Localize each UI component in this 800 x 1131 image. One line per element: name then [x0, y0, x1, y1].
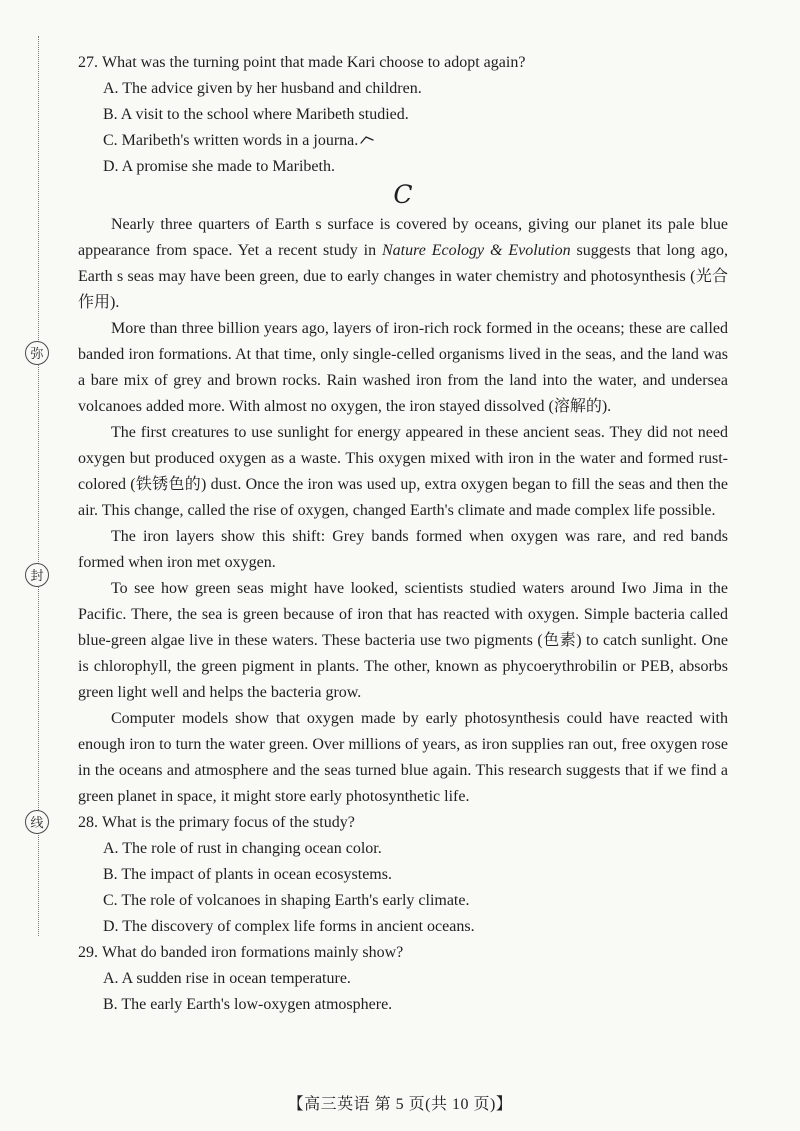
seal-char-mi: 弥 [25, 341, 49, 365]
passage-paragraph-6: Computer models show that oxygen made by early photosynthesis could have reacted with enough iron to turn the water green. Over millions of years, as iron supplies ran out, free oxygen rose in the oceans and atmosphere and the seas turned blue again. This research suggests that if we find a green planet in space, it might store early photosynthetic life. [78, 710, 728, 805]
question-28-option-c: C. The role of volcanoes in shaping Earth's early climate. [103, 892, 470, 909]
question-28-option-d: D. The discovery of complex life forms in ancient oceans. [103, 918, 475, 935]
question-27-option-c-text: C. Maribeth's written words in a journa. [103, 132, 359, 149]
passage-paragraph-2: More than three billion years ago, layers of iron-rich rock formed in the oceans; these are called banded iron formations. At that time, only single-celled organisms lived in the seas, and the land was a bare mix of grey and brown rocks. Rain washed iron from the land into the water, and undersea volcanoes added more. With almost no oxygen, the iron stayed dissolved (溶解的). [78, 320, 728, 415]
question-29 [78, 940, 728, 966]
passage-paragraph-1 [78, 212, 728, 316]
question-28 [78, 810, 728, 836]
question-29-number: 29. [78, 944, 98, 961]
pen-mark-icon [359, 134, 375, 145]
passage-section-label: C [393, 180, 413, 209]
passage-paragraph-4: The iron layers show this shift: Grey bands formed when oxygen was rare, and red bands formed when iron met oxygen. [78, 528, 728, 571]
question-28-option-a: A. The role of rust in changing ocean color. [103, 840, 382, 857]
passage-paragraph-3: The first creatures to use sunlight for energy appeared in these ancient seas. They did not need oxygen but produced oxygen as a waste. This oxygen mixed with iron in the water and formed rust-colored (铁锈色的) dust. Once the iron was used up, extra oxygen began to fill the seas and then the air. This change, called the rise of oxygen, changed Earth's climate and made complex life possible. [78, 424, 728, 519]
question-27-option-c [78, 128, 728, 154]
question-27-option-a: A. The advice given by her husband and children. [103, 80, 422, 97]
question-27 [78, 50, 728, 76]
question-29-option-a: A. A sudden rise in ocean temperature. [103, 970, 351, 987]
question-28-text: What is the primary focus of the study? [102, 814, 355, 831]
journal-title: Nature Ecology & Evolution [381, 242, 571, 259]
question-28-option-b: B. The impact of plants in ocean ecosystems. [103, 866, 392, 883]
question-29-text: What do banded iron formations mainly show? [102, 944, 404, 961]
seal-dashed-line [38, 36, 39, 936]
question-27-option-b: B. A visit to the school where Maribeth studied. [103, 106, 409, 123]
exam-content [78, 50, 728, 1018]
question-29-option-b: B. The early Earth's low-oxygen atmosphere. [103, 996, 393, 1013]
seal-char-feng: 封 [25, 563, 49, 587]
question-28-number: 28. [78, 814, 98, 831]
page-footer: 【高三英语 第 5 页(共 10 页)】 [287, 1096, 513, 1113]
passage-paragraph-5: To see how green seas might have looked, scientists studied waters around Iwo Jima in the Pacific. There, the sea is green because of iron that has reacted with oxygen. Simple bacteria called blue-green algae live in these waters. These bacteria use two pigments (色素) to catch sunlight. One is chlorophyll, the green pigment in plants. The other, known as phycoerythrobilin or PEB, absorbs green light well and helps the bacteria grow. [78, 580, 728, 701]
paragraph-1-text-pre: Nearly three quarters of Earth s surface is covered by oceans, giving our planet its pale blue appearance from space. Yet a recent study in [78, 216, 728, 259]
paragraph-1-text-post: suggests that long ago, Earth s seas may have been green, due to early changes in water chemistry and photosynthesis (光合作用). [78, 242, 728, 311]
question-27-option-d: D. A promise she made to Maribeth. [103, 158, 335, 175]
question-27-text: What was the turning point that made Kari choose to adopt again? [102, 54, 526, 71]
question-27-number: 27. [78, 54, 98, 71]
seal-char-xian: 线 [25, 810, 49, 834]
